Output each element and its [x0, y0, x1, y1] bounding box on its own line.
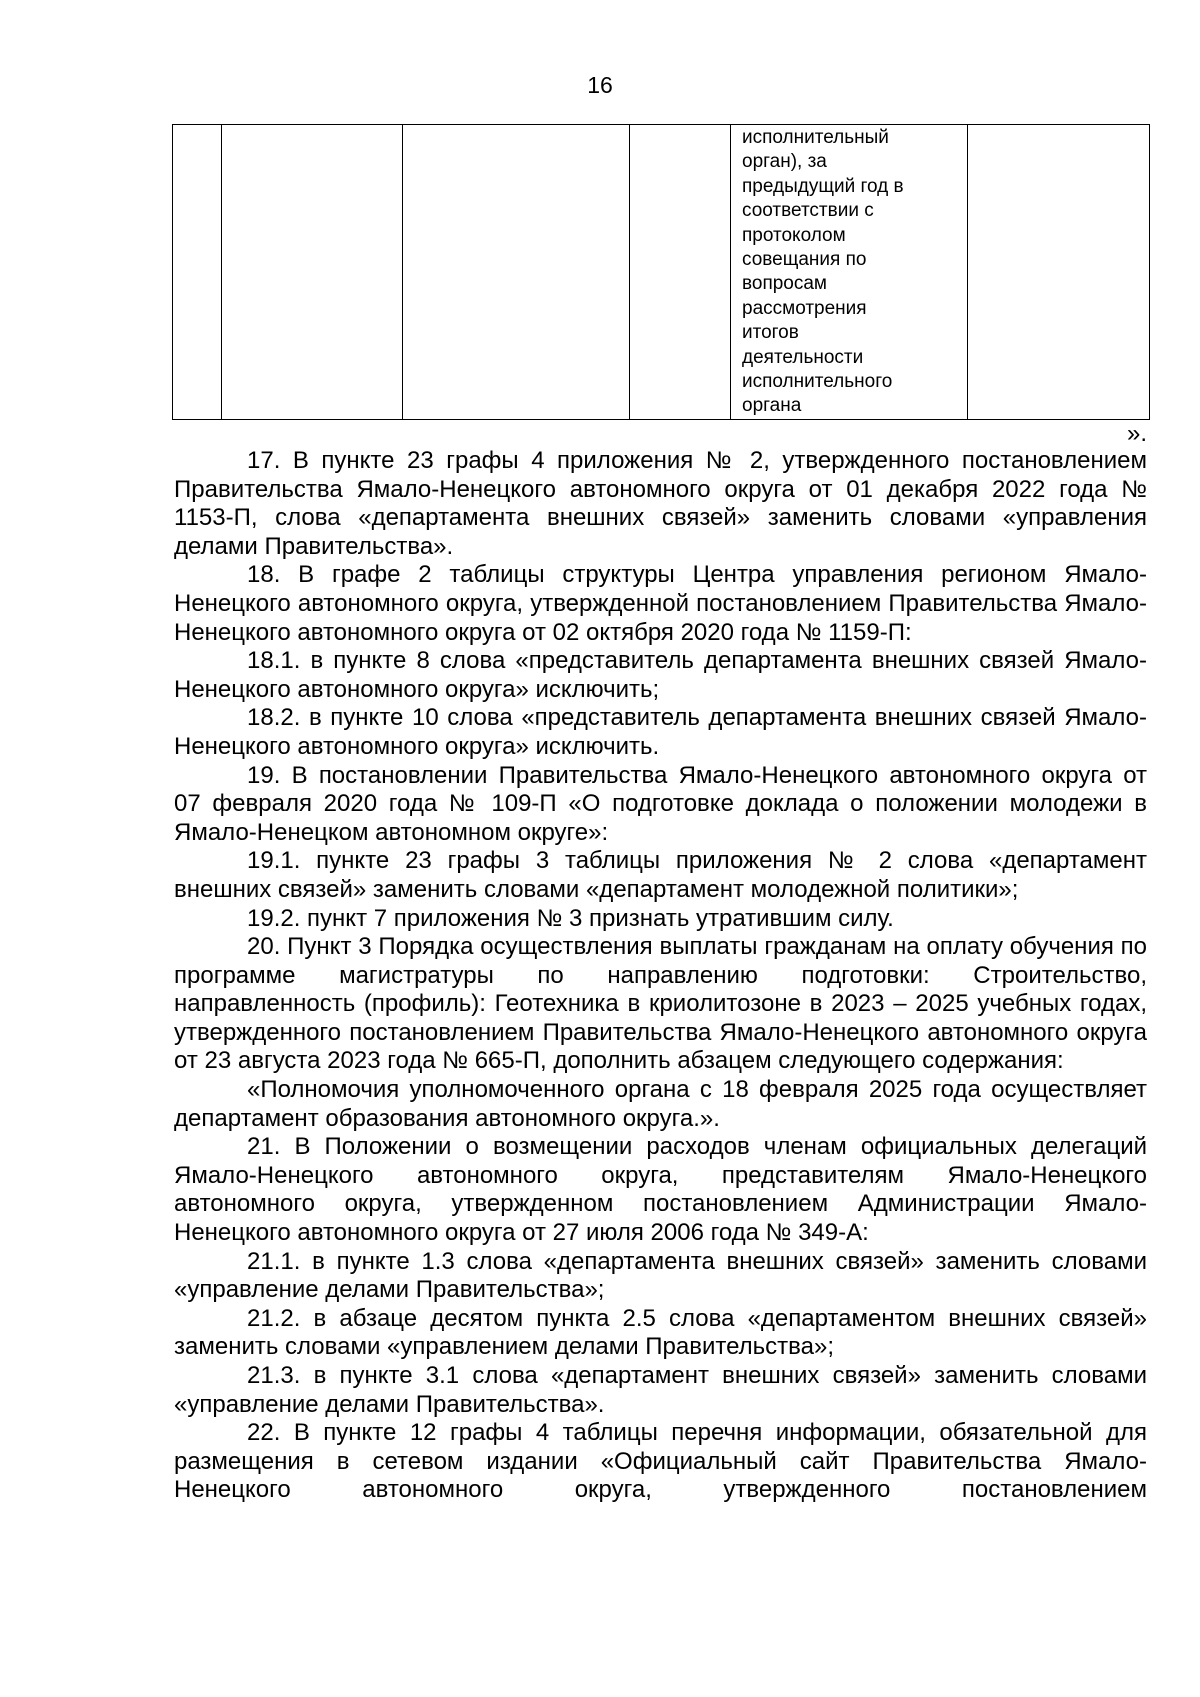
paragraph-19-1: 19.1. пункте 23 графы 3 таблицы приложения № 2 слова «департамент внешних связей» заменить словами «департамент молодежной политики»;	[174, 847, 1147, 903]
cell-text-line: исполнительный	[742, 127, 889, 148]
cell-text-line: предыдущий год в	[742, 175, 904, 197]
cell-text-line: соответствии с	[742, 200, 874, 222]
paragraph-18: 18. В графе 2 таблицы структуры Центра управления регионом Ямало-Ненецкого автономного округа, утвержденной постановлением Правительства Ямало-Ненецкого автономного округа от 02 октября 2020 года № 1159-П:	[174, 561, 1147, 646]
cell-text-line: орган), за	[742, 151, 827, 173]
paragraph-17: 17. В пункте 23 графы 4 приложения № 2, утвержденного постановлением Правительства Ямало-Ненецкого автономного округа от 01 декабря 2022 года № 1153-П, слова «департамента внешних связей» заменить словами «управления делами Правительства».	[174, 447, 1147, 560]
paragraph-21-3: 21.3. в пункте 3.1 слова «департамент внешних связей» заменить словами «управление делами Правительства».	[174, 1362, 1147, 1418]
paragraph-20: 20. Пункт 3 Порядка осуществления выплаты гражданам на оплату обучения по программе магистратуры по направлению подготовки: Строительство, направленность (профиль): Геотехника в криолитозоне в 2023 – 2025 учебных годах, утвержденного постановлением Правительства Ямало-Ненецкого автономного округа от 23 августа 2023 года № 665-П, дополнить абзацем следующего содержания:	[174, 933, 1147, 1075]
table-cell-col-4	[630, 125, 731, 420]
table-row	[173, 125, 1150, 420]
paragraph-18-2: 18.2. в пункте 10 слова «представитель департамента внешних связей Ямало-Ненецкого автономного округа» исключить.	[174, 704, 1147, 760]
cell-text-line: деятельности	[742, 346, 864, 368]
table-cell-col-2	[222, 125, 403, 420]
closing-quote: ».	[1126, 420, 1147, 447]
table-cell-col-5	[731, 125, 968, 420]
paragraph-21-2: 21.2. в абзаце десятом пункта 2.5 слова «департаментом внешних связей» заменить словами «управлением делами Правительства»;	[174, 1304, 1147, 1361]
paragraph-18-1: 18.1. в пункте 8 слова «представитель департамента внешних связей Ямало-Ненецкого автономного округа» исключить;	[174, 647, 1147, 703]
cell-text-line: исполнительного	[742, 371, 893, 393]
continuation-table	[172, 124, 1150, 420]
cell-text-line: вопросам	[742, 273, 827, 295]
table-cell-col-1	[173, 125, 222, 420]
cell-text-line: протоколом	[742, 224, 846, 246]
paragraph-22: 22. В пункте 12 графы 4 таблицы перечня информации, обязательной для размещения в сетевом издании «Официальный сайт Правительства Ямало-Ненецкого автономного округа, утвержденного постановлением	[174, 1419, 1147, 1504]
paragraph-20-quote: «Полномочия уполномоченного органа с 18 февраля 2025 года осуществляет департамент образования автономного округа.».	[174, 1076, 1147, 1132]
cell-text-line: итогов	[742, 322, 799, 344]
cell-text-line: совещания по	[742, 249, 867, 271]
table-cell-col-6	[968, 125, 1150, 420]
page-number: 16	[587, 72, 613, 98]
table-cell-col-3	[403, 125, 630, 420]
paragraph-21-1: 21.1. в пункте 1.3 слова «департамента внешних связей» заменить словами «управление делами Правительства»;	[174, 1247, 1147, 1304]
paragraph-19: 19. В постановлении Правительства Ямало-Ненецкого автономного округа от 07 февраля 2020 года № 109-П «О подготовке доклада о положении молодежи в Ямало-Ненецком автономном округе»:	[174, 761, 1147, 846]
paragraph-21: 21. В Положении о возмещении расходов членам официальных делегаций Ямало-Ненецкого автономного округа, представителям Ямало-Ненецкого автономного округа, утвержденном постановлением Администрации Ямало-Ненецкого автономного округа от 27 июля 2006 года № 349-А:	[174, 1133, 1147, 1247]
cell-text-line: рассмотрения	[742, 297, 867, 319]
cell-text-line: органа	[742, 395, 802, 417]
paragraph-19-2: 19.2. пункт 7 приложения № 3 признать утратившим силу.	[247, 904, 894, 932]
document-body	[174, 447, 1147, 1505]
